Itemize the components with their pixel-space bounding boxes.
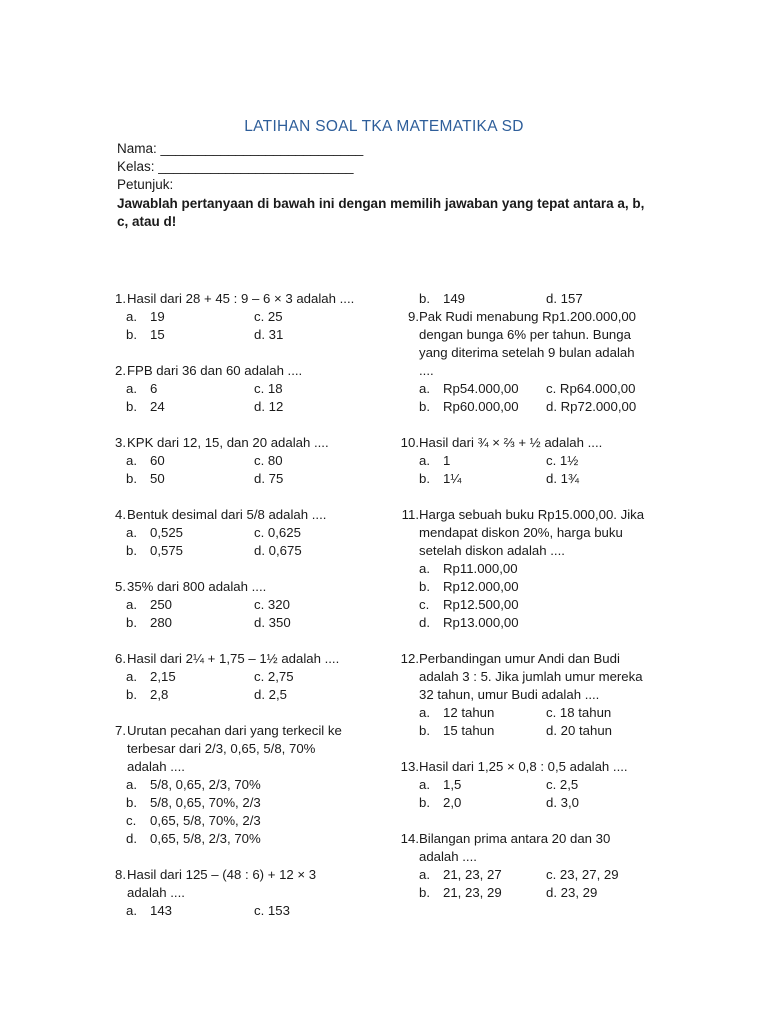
option-a: a. Rp11.000,00 bbox=[419, 561, 518, 576]
options-row bbox=[104, 326, 374, 344]
question-text-line: Harga sebuah buku Rp15.000,00. Jika bbox=[419, 507, 645, 522]
question-14 bbox=[386, 830, 676, 848]
options-row bbox=[104, 668, 374, 686]
option-a: a. 0,525 bbox=[126, 525, 184, 540]
option-c: c. 80 bbox=[254, 453, 283, 468]
options-row bbox=[386, 866, 676, 884]
option-d: d. 2,5 bbox=[254, 687, 287, 702]
options-row bbox=[104, 308, 374, 326]
option-b: b. 15 tahun bbox=[419, 723, 495, 738]
question-number: 12. bbox=[400, 651, 419, 666]
question-number: 3. bbox=[115, 435, 126, 450]
option-b: b. 50 bbox=[126, 471, 165, 486]
option-a: a. 60 bbox=[126, 453, 165, 468]
option-c: c. Rp12.500,00 bbox=[419, 597, 519, 612]
options-row bbox=[104, 614, 374, 632]
option-b: b. 1¼ bbox=[419, 471, 462, 486]
name-field-label: Nama: ___________________________ bbox=[117, 141, 364, 156]
question-text-line: dengan bunga 6% per tahun. Bunga bbox=[419, 327, 631, 342]
option-d: d. 0,65, 5/8, 2/3, 70% bbox=[126, 831, 261, 846]
option-a: a. 5/8, 0,65, 2/3, 70% bbox=[126, 777, 261, 792]
option-c: c. 25 bbox=[254, 309, 283, 324]
options-row bbox=[386, 704, 676, 722]
options-row bbox=[386, 452, 676, 470]
option-d: d. Rp13.000,00 bbox=[419, 615, 519, 630]
instruction-text bbox=[117, 195, 677, 231]
question-text: Hasil dari 2¼ + 1,75 – 1½ adalah .... bbox=[127, 651, 340, 666]
option-a: a. 250 bbox=[126, 597, 173, 612]
left-question-column bbox=[104, 290, 374, 920]
question-text-line: Pak Rudi menabung Rp1.200.000,00 bbox=[419, 309, 637, 324]
options-row bbox=[386, 398, 676, 416]
option-d: d. Rp72.000,00 bbox=[546, 399, 637, 414]
question-text-line: adalah .... bbox=[127, 759, 185, 774]
option-d: d. 1¾ bbox=[546, 471, 579, 486]
question-number: 5. bbox=[115, 579, 126, 594]
options-row bbox=[386, 290, 676, 308]
option-b: b. 149 bbox=[419, 291, 466, 306]
option-b: b. 5/8, 0,65, 70%, 2/3 bbox=[126, 795, 261, 810]
option-d: d. 12 bbox=[254, 399, 284, 414]
question-number: 11. bbox=[401, 507, 419, 522]
option-c: c. 320 bbox=[254, 597, 290, 612]
option-a: a. 143 bbox=[126, 903, 173, 918]
option-d: d. 157 bbox=[546, 291, 583, 306]
instructions-label: Petunjuk: bbox=[117, 177, 174, 192]
student-header bbox=[117, 140, 677, 231]
question-1 bbox=[104, 290, 374, 308]
option-b: b. 2,0 bbox=[419, 795, 462, 810]
option-b: b. 0,575 bbox=[126, 543, 184, 558]
option-b: b. 21, 23, 29 bbox=[419, 885, 502, 900]
options-row bbox=[104, 686, 374, 704]
question-text: Hasil dari ¾ × ⅔ + ½ adalah .... bbox=[419, 435, 603, 450]
options-row bbox=[104, 380, 374, 398]
question-text: Bentuk desimal dari 5/8 adalah .... bbox=[127, 507, 327, 522]
option-a: a. 2,15 bbox=[126, 669, 176, 684]
class-field-label: Kelas: __________________________ bbox=[117, 159, 354, 174]
question-text: Hasil dari 1,25 × 0,8 : 0,5 adalah .... bbox=[419, 759, 628, 774]
question-11 bbox=[386, 506, 676, 524]
question-7 bbox=[104, 722, 374, 740]
option-c: c. 18 tahun bbox=[546, 705, 612, 720]
option-c: c. 153 bbox=[254, 903, 290, 918]
option-a: a. 6 bbox=[126, 381, 158, 396]
instruction-line-2: c, atau d! bbox=[117, 214, 177, 229]
options-row bbox=[104, 902, 374, 920]
option-a: a. Rp54.000,00 bbox=[419, 381, 519, 396]
option-a: a. 1 bbox=[419, 453, 451, 468]
question-number: 8. bbox=[115, 867, 126, 882]
option-a: a. 21, 23, 27 bbox=[419, 867, 502, 882]
question-number: 10. bbox=[400, 435, 419, 450]
option-c: c. 0,625 bbox=[254, 525, 301, 540]
question-9 bbox=[386, 308, 676, 326]
question-number: 14. bbox=[400, 831, 419, 846]
option-c: c. 1½ bbox=[546, 453, 579, 468]
question-4 bbox=[104, 506, 374, 524]
question-text: KPK dari 12, 15, dan 20 adalah .... bbox=[127, 435, 329, 450]
options-row bbox=[104, 524, 374, 542]
option-b: b. Rp12.000,00 bbox=[419, 579, 519, 594]
options-row bbox=[386, 884, 676, 902]
option-c: c. 18 bbox=[254, 381, 283, 396]
question-number: 9. bbox=[408, 309, 419, 324]
option-d: d. 31 bbox=[254, 327, 284, 342]
option-d: d. 20 tahun bbox=[546, 723, 612, 738]
question-text-line: adalah .... bbox=[419, 849, 477, 864]
question-text: 35% dari 800 adalah .... bbox=[127, 579, 267, 594]
question-number: 13. bbox=[400, 759, 419, 774]
question-13 bbox=[386, 758, 676, 776]
option-b: b. Rp60.000,00 bbox=[419, 399, 519, 414]
option-b: b. 2,8 bbox=[126, 687, 169, 702]
question-text-line: yang diterima setelah 9 bulan adalah bbox=[419, 345, 635, 360]
options-row bbox=[386, 776, 676, 794]
question-3 bbox=[104, 434, 374, 452]
question-text-line: Hasil dari 125 – (48 : 6) + 12 × 3 bbox=[127, 867, 317, 882]
question-text-line: adalah 3 : 5. Jika jumlah umur mereka bbox=[419, 669, 643, 684]
question-5 bbox=[104, 578, 374, 596]
options-row bbox=[386, 380, 676, 398]
options-row bbox=[104, 542, 374, 560]
options-row bbox=[386, 722, 676, 740]
question-text-line: mendapat diskon 20%, harga buku bbox=[419, 525, 623, 540]
question-text-line: Bilangan prima antara 20 dan 30 bbox=[419, 831, 611, 846]
question-text-line: Urutan pecahan dari yang terkecil ke bbox=[127, 723, 342, 738]
question-number: 1. bbox=[115, 291, 126, 306]
option-a: a. 1,5 bbox=[419, 777, 462, 792]
question-number: 2. bbox=[115, 363, 126, 378]
option-b: b. 24 bbox=[126, 399, 165, 414]
options-row bbox=[386, 470, 676, 488]
question-text: FPB dari 36 dan 60 adalah .... bbox=[127, 363, 303, 378]
question-text-line: terbesar dari 2/3, 0,65, 5/8, 70% bbox=[127, 741, 316, 756]
option-a: a. 12 tahun bbox=[419, 705, 495, 720]
option-c: c. 2,5 bbox=[546, 777, 579, 792]
question-2 bbox=[104, 362, 374, 380]
question-8 bbox=[104, 866, 374, 884]
question-number: 6. bbox=[115, 651, 126, 666]
question-number: 4. bbox=[115, 507, 126, 522]
option-d: d. 75 bbox=[254, 471, 284, 486]
question-text-line: setelah diskon adalah .... bbox=[419, 543, 565, 558]
question-text-line: .... bbox=[419, 363, 434, 378]
option-c: c. 0,65, 5/8, 70%, 2/3 bbox=[126, 813, 261, 828]
question-number: 7. bbox=[115, 723, 126, 738]
question-12 bbox=[386, 650, 676, 668]
question-text-line: Perbandingan umur Andi dan Budi bbox=[419, 651, 620, 666]
option-d: d. 23, 29 bbox=[546, 885, 598, 900]
option-b: b. 15 bbox=[126, 327, 165, 342]
option-d: d. 350 bbox=[254, 615, 291, 630]
option-c: c. 2,75 bbox=[254, 669, 294, 684]
question-10 bbox=[386, 434, 676, 452]
option-d: d. 0,675 bbox=[254, 543, 302, 558]
question-text-line: adalah .... bbox=[127, 885, 185, 900]
instruction-line-1: Jawablah pertanyaan di bawah ini dengan memilih jawaban yang tepat antara a, b, bbox=[117, 196, 645, 211]
right-question-column bbox=[386, 290, 676, 902]
options-row bbox=[104, 398, 374, 416]
worksheet-title: LATIHAN SOAL TKA MATEMATIKA SD bbox=[244, 118, 524, 135]
options-row bbox=[104, 452, 374, 470]
options-row bbox=[104, 596, 374, 614]
question-6 bbox=[104, 650, 374, 668]
option-b: b. 280 bbox=[126, 615, 173, 630]
option-d: d. 3,0 bbox=[546, 795, 579, 810]
question-text-line: 32 tahun, umur Budi adalah .... bbox=[419, 687, 600, 702]
option-c: c. 23, 27, 29 bbox=[546, 867, 619, 882]
options-row bbox=[104, 470, 374, 488]
option-a: a. 19 bbox=[126, 309, 165, 324]
option-c: c. Rp64.000,00 bbox=[546, 381, 636, 396]
options-row bbox=[386, 794, 676, 812]
question-text: Hasil dari 28 + 45 : 9 – 6 × 3 adalah .... bbox=[127, 291, 355, 306]
